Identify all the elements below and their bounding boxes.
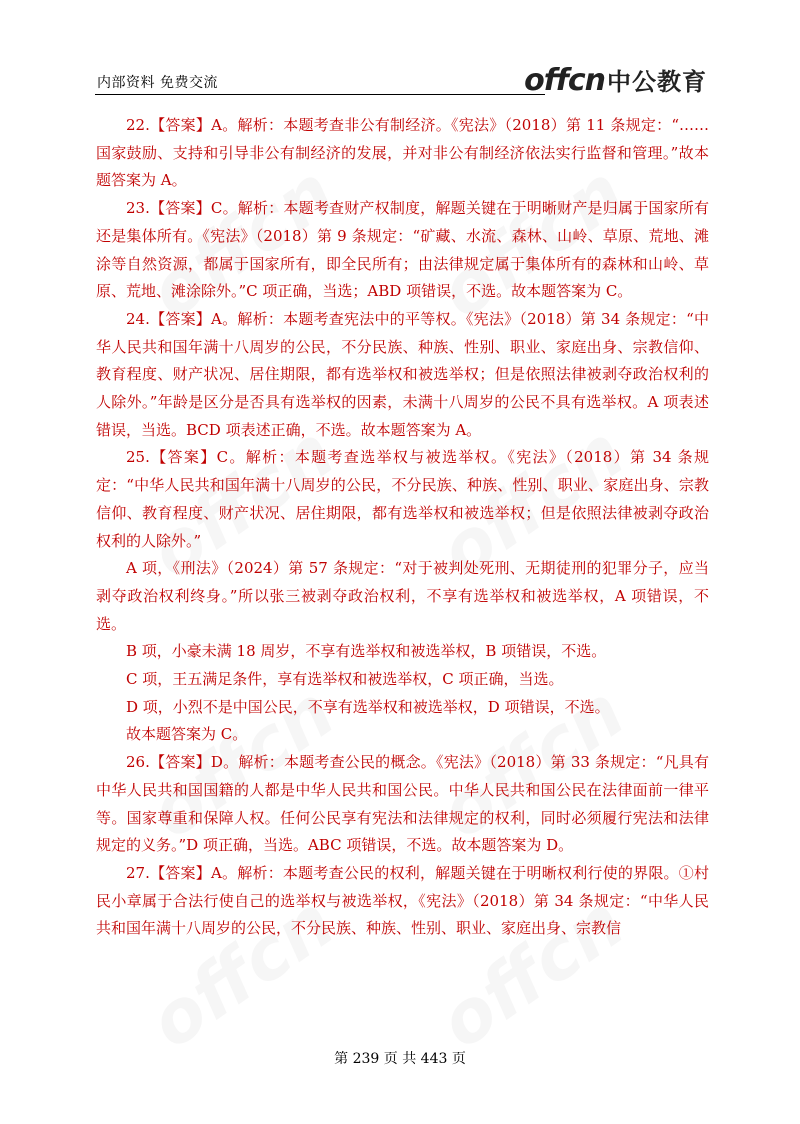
brand-logo [524,62,707,98]
answer-paragraph-23: 23.【答案】C。解析：本题考查财产权制度，解题关键在于明晰财产是归属于国家所有还是集体所有。《宪法》（2018）第 9 条规定：“矿藏、水流、森林、山岭、草原、荒地、滩涂等自然资源，都属于国家所有，即全民所有；由法律规定属于集体所有的森林和山岭、草原、荒地、滩涂除外。”C 项正确，当选；ABD 项错误，不选。故本题答案为 C。 [96,199,709,301]
answer-25-option-d: D 项，小烈不是中国公民，不享有选举权和被选举权，D 项错误，不选。 [126,697,610,716]
page-number: 第 239 页 共 443 页 [334,1051,466,1067]
answer-paragraph-26: 26.【答案】D。解析：本题考查公民的概念。《宪法》（2018）第 33 条规定：“凡具有中华人民共和国国籍的人都是中华人民共和国公民。中华人民共和国公民在法律面前一律平等。国家尊重和保障人权。任何公民享有宪法和法律规定的权利，同时必须履行宪法和法律规定的义务。”D 项正确，当选。ABC 项错误，不选。故本题答案为 D。 [96,753,709,855]
answer-25-option-a: A 项，《刑法》（2024）第 57 条规定：“对于被判处死刑、无期徒刑的犯罪分子，应当剥夺政治权利终身。”所以张三被剥夺政治权利，不享有选举权和被选举权，A 项错误，不选。 [96,559,709,633]
header-rule [95,94,545,95]
brand-logo-cn: 中公教育 [607,68,707,96]
answer-25-conclusion: 故本题答案为 C。 [126,725,248,744]
page-header [95,64,707,96]
answer-content [96,112,709,943]
answer-25-option-b: B 项，小豪未满 18 周岁，不享有选举权和被选举权，B 项错误，不选。 [126,642,607,661]
answer-paragraph-27: 27.【答案】A。解析：本题考查公民的权利，解题关键在于明晰权利行使的界限。①村民小章属于合法行使自己的选举权与被选举权，《宪法》（2018）第 34 条规定：“中华人民共和国年满十八周岁的公民，不分民族、种族、性别、职业、家庭出身、宗教信 [96,863,709,938]
answer-25-option-c: C 项，王五满足条件，享有选举权和被选举权，C 项正确，当选。 [126,670,564,689]
answer-paragraph-25: 25.【答案】C。解析：本题考查选举权与被选举权。《宪法》（2018）第 34 条规定：“中华人民共和国年满十八周岁的公民，不分民族、种族、性别、职业、家庭出身、宗教信仰、教育程度、财产状况、居住期限，都有选举权和被选举权；但是依照法律被剥夺政治权利的人除外。” [96,448,709,550]
answer-paragraph-22: 22.【答案】A。解析：本题考查非公有制经济。《宪法》（2018）第 11 条规定：“……国家鼓励、支持和引导非公有制经济的发展，并对非公有制经济依法实行监督和管理。”故本题答案为 A。 [96,116,709,190]
answer-paragraph-24: 24.【答案】A。解析：本题考查宪法中的平等权。《宪法》（2018）第 34 条规定：“中华人民共和国年满十八周岁的公民，不分民族、种族、性别、职业、家庭出身、宗教信仰、教育程度、财产状况、居住期限，都有选举权和被选举权；但是依照法律被剥夺政治权利的人除外。”年龄是区分是否具有选举权的因素，未满十八周岁的公民不具有选举权。A 项表述错误，当选。BCD 项表述正确，不选。故本题答案为 A。 [96,309,709,439]
brand-logo-en: offcn [524,63,605,98]
header-label: 内部资料 免费交流 [97,75,218,91]
